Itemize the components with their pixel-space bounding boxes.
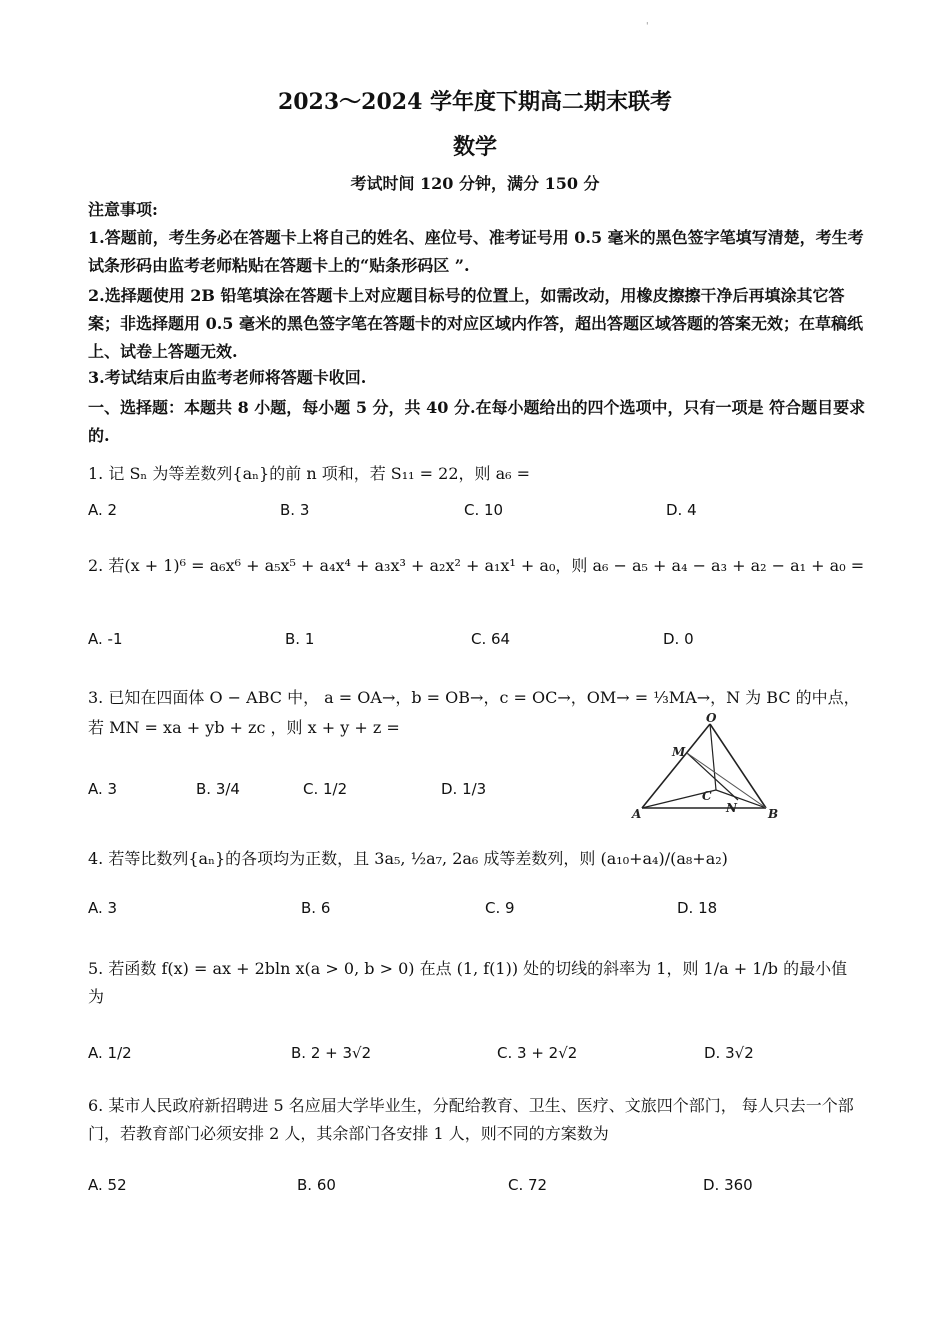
question-6-stem: 6. 某市人民政府新招聘进 5 名应届大学毕业生，分配给教育、卫生、医疗、文旅四个部门， 每人只去一个部门，若教育部门必须安排 2 人，其余部门各安排 1 人，则不同的方案数为 xyxy=(88,1096,854,1143)
subject-title: 数学 xyxy=(452,134,497,160)
edge-ob xyxy=(710,724,766,808)
question-4-stem: 4. 若等比数列{aₙ}的各项均为正数，且 3a₅, ½a₇, 2a₆ 成等差数列，则 (a₁₀+a₄)/(a₈+a₂) xyxy=(88,849,728,868)
segment-mb xyxy=(687,753,766,808)
segment-mn xyxy=(687,753,738,800)
scan-mark: ' xyxy=(646,22,649,32)
question-5-options xyxy=(88,1044,868,1072)
label-a: A xyxy=(632,807,642,821)
label-n: N xyxy=(726,801,737,815)
edge-oc xyxy=(710,724,716,790)
option-c: C. 9 xyxy=(485,899,515,917)
option-a: A. 1/2 xyxy=(88,1044,132,1062)
option-b: B. 6 xyxy=(301,899,331,917)
option-b: B. 1 xyxy=(285,630,315,648)
option-d: D. 1/3 xyxy=(441,780,487,798)
exam-title: 2023～2024 学年度下期高二期末联考 xyxy=(277,89,673,115)
question-4-options xyxy=(88,899,868,927)
question-5-stem: 5. 若函数 f(x) = ax + 2bln x(a > 0, b > 0) 在点 (1, f(1)) 处的切线的斜率为 1，则 1/a + 1/b 的最小值 为 xyxy=(88,959,848,1006)
label-o: O xyxy=(706,712,717,725)
option-b: B. 2 + 3√2 xyxy=(291,1044,372,1062)
edge-bc xyxy=(716,790,766,808)
option-a: A. 3 xyxy=(88,780,118,798)
option-a: A. -1 xyxy=(88,630,123,648)
option-d: D. 4 xyxy=(666,501,697,519)
option-b: B. 60 xyxy=(297,1176,336,1194)
note-item-1: 1.答题前，考生务必在答题卡上将自己的姓名、座位号、准考证号用 0.5 毫米的黑色签字笔填写清楚，考生考试条形码由监考老师粘贴在答题卡上的“贴条形码区 ”. xyxy=(88,228,864,275)
exam-info: 考试时间 120 分钟，满分 150 分 xyxy=(350,174,600,193)
label-m: M xyxy=(672,745,686,759)
question-3-stem-line2: 若 MN = xa + yb + zc ，则 x + y + z = xyxy=(88,718,400,737)
tetrahedron-figure xyxy=(630,712,780,824)
notes-heading: 注意事项: xyxy=(88,200,158,219)
label-b: B xyxy=(768,807,779,821)
option-d: D. 3√2 xyxy=(704,1044,754,1062)
question-3-options xyxy=(88,780,608,808)
option-b: B. 3 xyxy=(280,501,310,519)
option-d: D. 0 xyxy=(663,630,694,648)
option-b: B. 3/4 xyxy=(196,780,240,798)
question-2-options xyxy=(88,630,868,658)
option-d: D. 360 xyxy=(703,1176,753,1194)
option-a: A. 52 xyxy=(88,1176,127,1194)
question-1-stem: 1. 记 Sₙ 为等差数列{aₙ}的前 n 项和，若 S₁₁ = 22，则 a₆ = xyxy=(88,464,531,483)
question-3-stem-line1: 3. 已知在四面体 O − ABC 中， a = OA→，b = OB→，c = OC→，OM→ = ⅓MA→，N 为 BC 的中点， xyxy=(88,688,860,707)
option-d: D. 18 xyxy=(677,899,718,917)
option-c: C. 64 xyxy=(471,630,511,648)
note-item-2: 2.选择题使用 2B 铅笔填涂在答题卡上对应题目标号的位置上，如需改动，用橡皮擦擦干净后再填涂其它答案；非选择题用 0.5 毫米的黑色签字笔在答题卡的对应区域内作答，超出答题区域答题的答案无效；在草稿纸上、试卷上答题无效. xyxy=(88,286,863,361)
label-c: C xyxy=(702,789,712,803)
question-1-options xyxy=(88,501,868,529)
option-c: C. 10 xyxy=(464,501,504,519)
option-a: A. 2 xyxy=(88,501,118,519)
edge-oa xyxy=(642,724,710,808)
option-c: C. 1/2 xyxy=(303,780,348,798)
section-heading: 一、选择题：本题共 8 小题，每小题 5 分，共 40 分.在每小题给出的四个选项中，只有一项是 符合题目要求的. xyxy=(88,398,866,445)
question-6-options xyxy=(88,1176,868,1204)
option-c: C. 3 + 2√2 xyxy=(497,1044,578,1062)
note-item-3: 3.考试结束后由监考老师将答题卡收回. xyxy=(88,368,367,387)
option-a: A. 3 xyxy=(88,899,118,917)
question-2-stem: 2. 若(x + 1)⁶ = a₆x⁶ + a₅x⁵ + a₄x⁴ + a₃x³ + a₂x² + a₁x¹ + a₀，则 a₆ − a₅ + a₄ − a₃ + a₂ − a₁ + a₀ = xyxy=(88,556,865,575)
option-c: C. 72 xyxy=(508,1176,548,1194)
